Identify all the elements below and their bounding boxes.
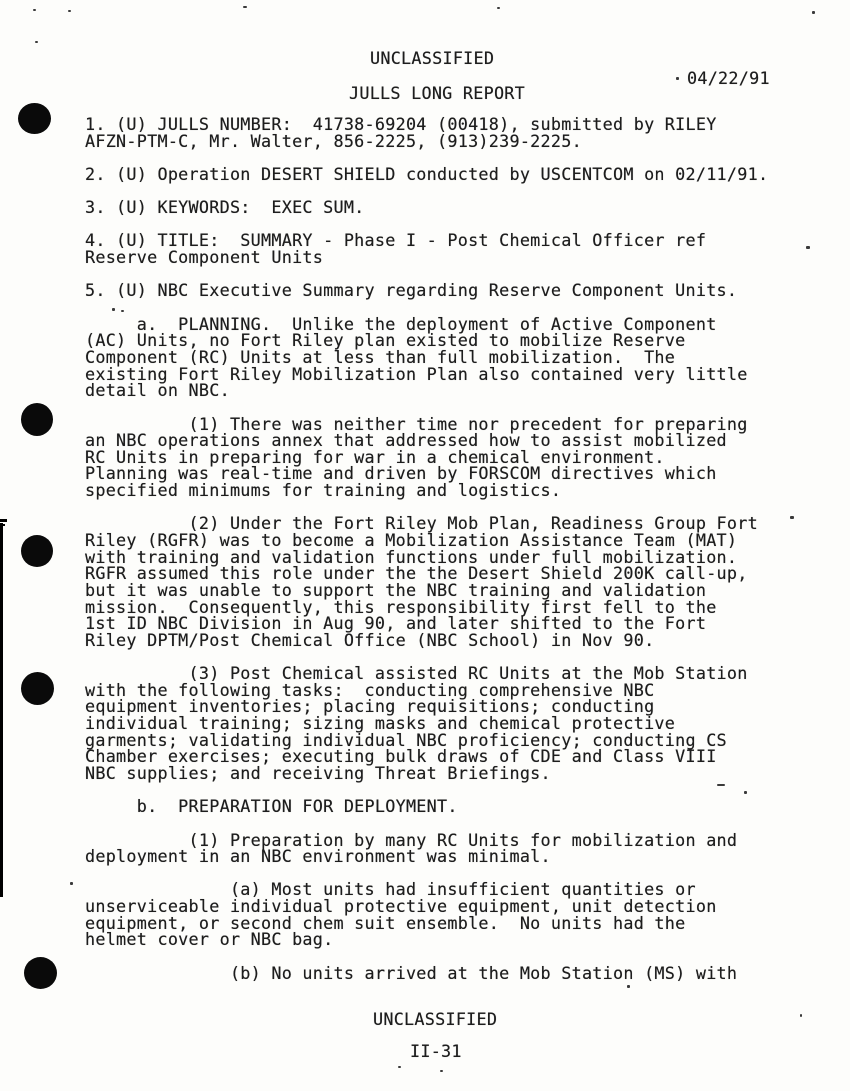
hole-punch xyxy=(21,535,53,567)
document-line: individual training; sizing masks and chemical protective xyxy=(85,713,676,734)
document-line: AFZN-PTM-C, Mr. Walter, 856-2225, (913)239-2225. xyxy=(85,130,582,151)
document-line: Riley (RGFR) was to become a Mobilization Assistance Team (MAT) xyxy=(85,530,738,551)
document-line: 2. (U) Operation DESERT SHIELD conducted by USCENTCOM on 02/11/91. xyxy=(85,163,769,184)
hole-punch xyxy=(21,403,53,436)
document-line: RC Units in preparing for war in a chemical environment. xyxy=(85,446,665,467)
hole-punch xyxy=(21,672,54,705)
scan-speck xyxy=(676,77,679,80)
document-line: Reserve Component Units xyxy=(85,247,324,268)
document-line: equipment, or second chem suit ensemble. No units had the xyxy=(85,912,686,933)
document-line: (AC) Units, no Fort Riley plan existed to mobilize Reserve xyxy=(85,330,686,351)
document-line: 4. (U) TITLE: SUMMARY - Phase I - Post Chemical Officer ref xyxy=(85,230,707,251)
scan-speck xyxy=(806,246,810,249)
document-line: (a) Most units had insufficient quantities or xyxy=(85,879,696,900)
document-line: Riley DPTM/Post Chemical Office (NBC School) in Nov 90. xyxy=(85,629,655,650)
scan-edge-artifact xyxy=(0,523,3,897)
document-line: 3. (U) KEYWORDS: EXEC SUM. xyxy=(85,197,365,218)
document-line: existing Fort Riley Mobilization Plan also contained very little xyxy=(85,363,748,384)
document-line: (b) No units arrived at the Mob Station (MS) with xyxy=(85,962,738,983)
scan-speck xyxy=(717,784,725,786)
scan-speck xyxy=(243,6,247,8)
page-number: II-31 xyxy=(410,1041,462,1061)
document-line: unserviceable individual protective equipment, unit detection xyxy=(85,896,717,917)
document-line: Component (RC) Units at less than full mobilization. The xyxy=(85,346,676,367)
scan-speck xyxy=(627,985,630,988)
document-line: detail on NBC. xyxy=(85,380,230,401)
footer-classification: UNCLASSIFIED xyxy=(373,1009,498,1029)
report-title: JULLS LONG REPORT xyxy=(349,83,526,103)
header-date: 04/22/91 xyxy=(687,68,770,88)
document-line: RGFR assumed this role under the the Desert Shield 200K call-up, xyxy=(85,563,748,584)
document-line: (2) Under the Fort Riley Mob Plan, Readiness Group Fort xyxy=(85,513,758,534)
scan-speck xyxy=(112,308,115,311)
document-line: (1) Preparation by many RC Units for mobilization and xyxy=(85,829,738,850)
document-line: an NBC operations annex that addressed how to assist mobilized xyxy=(85,430,727,451)
document-line: with training and validation functions under full mobilization. xyxy=(85,546,738,567)
scan-speck xyxy=(790,516,794,519)
scan-speck xyxy=(398,1066,401,1068)
document-line: deployment in an NBC environment was minimal. xyxy=(85,846,551,867)
document-line: (3) Post Chemical assisted RC Units at the Mob Station xyxy=(85,663,748,684)
document-line: 1. (U) JULLS NUMBER: 41738-69204 (00418), submitted by RILEY xyxy=(85,114,717,134)
document-line: 1st ID NBC Division in Aug 90, and later shifted to the Fort xyxy=(85,613,707,634)
document-line: equipment inventories; placing requisitions; conducting xyxy=(85,696,655,717)
document-line: (1) There was neither time nor precedent for preparing xyxy=(85,413,748,434)
document-line: but it was unable to support the NBC training and validation xyxy=(85,579,707,600)
hole-punch xyxy=(18,103,51,134)
scan-edge-artifact xyxy=(0,519,7,522)
scan-speck xyxy=(497,7,500,9)
scan-speck xyxy=(800,1014,802,1017)
document-body xyxy=(85,116,768,981)
scan-speck xyxy=(33,9,36,11)
scan-speck xyxy=(70,882,73,885)
document-line: NBC supplies; and receiving Threat Briefings. xyxy=(85,762,551,783)
document-line: helmet cover or NBC bag. xyxy=(85,929,334,950)
scan-speck xyxy=(440,1070,443,1072)
scan-speck xyxy=(121,310,124,312)
document-line: with the following tasks: conducting comprehensive NBC xyxy=(85,679,655,700)
document-line: Chamber exercises; executing bulk draws of CDE and Class VIII xyxy=(85,746,717,767)
document-line: specified minimums for training and logistics. xyxy=(85,480,562,501)
header-classification: UNCLASSIFIED xyxy=(370,48,495,68)
document-line: b. PREPARATION FOR DEPLOYMENT. xyxy=(85,796,458,817)
scan-speck xyxy=(68,10,71,12)
document-line: a. PLANNING. Unlike the deployment of Active Component xyxy=(85,313,717,334)
document-line: mission. Consequently, this responsibility first fell to the xyxy=(85,596,717,617)
document-line: 5. (U) NBC Executive Summary regarding Reserve Component Units. xyxy=(85,280,738,301)
document-line: garments; validating individual NBC proficiency; conducting CS xyxy=(85,729,727,750)
scan-speck xyxy=(744,791,747,794)
scan-speck xyxy=(35,41,38,43)
hole-punch xyxy=(24,957,57,989)
document-line: Planning was real-time and driven by FORSCOM directives which xyxy=(85,463,717,484)
scan-speck xyxy=(812,11,815,14)
